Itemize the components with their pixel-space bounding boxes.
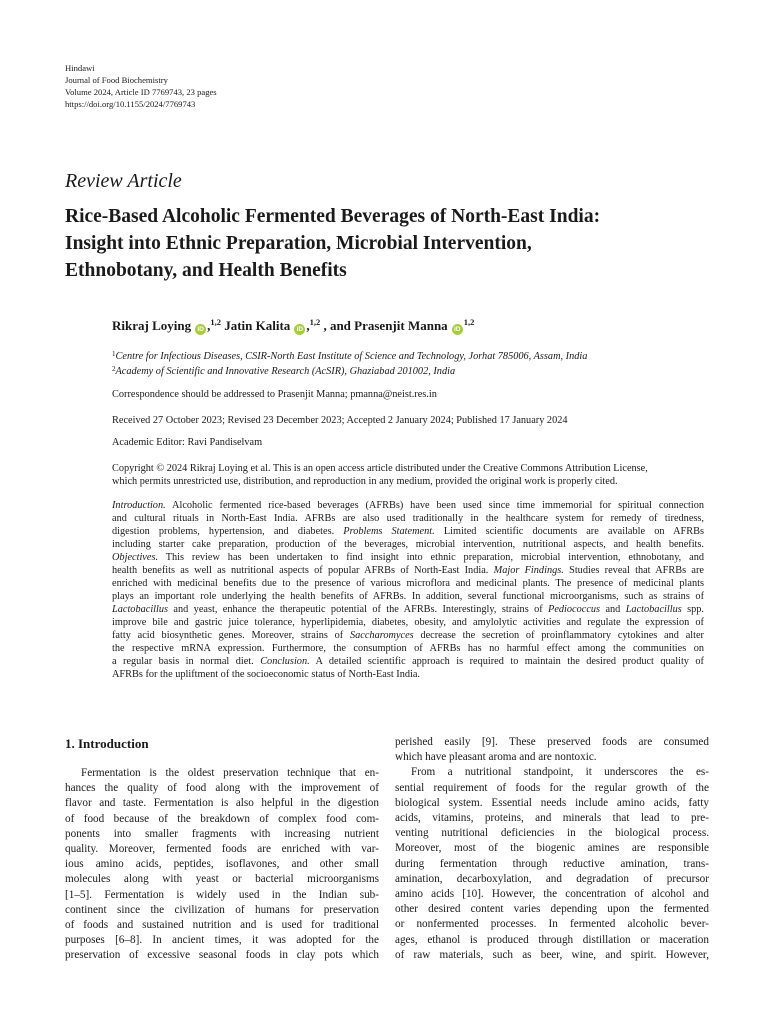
abstract-label: Problems Statement.	[343, 526, 435, 537]
orcid-icon[interactable]: iD	[294, 324, 305, 335]
author-name[interactable]: Prasenjit Manna	[354, 318, 448, 333]
abstract-line: and cultural rituals in North-East India. AFRBs are also used traditionally in the healthcare system for remedy of tiredness,	[112, 513, 704, 524]
abstract	[112, 499, 704, 681]
abstract-text: and yeast, enhance the therapeutic potential of the AFRBs. Interestingly, strains of	[168, 604, 549, 615]
body-line: Fermentation is the oldest preservation technique that en-	[81, 767, 379, 779]
body-line: flavor and taste. Fermentation is also helpful in the digestion	[65, 797, 379, 810]
orcid-icon[interactable]: iD	[452, 324, 463, 335]
abstract-text: Alcoholic fermented rice-based beverages (AFRBs) have been used since time immemorial for spiritual connection	[165, 500, 704, 511]
body-line: ious amino acids, peptides, isoflavones, and other small	[65, 858, 379, 871]
publication-dates: Received 27 October 2023; Revised 23 December 2023; Accepted 2 January 2024; Published 17 January 2024	[112, 415, 568, 426]
abstract-line: the respective mRNA expression. Furthermore, the consumption of AFRBs has no harmful effect among the communities on	[112, 643, 704, 654]
abstract-line: including starter cake preparation, production of the beverages, microbial intervention, nutritional aspects, and health benefits.	[112, 539, 704, 550]
body-column-left	[65, 766, 379, 964]
body-line: amino acids [10]. However, the concentration of alcohol and	[395, 888, 709, 901]
abstract-line	[112, 499, 704, 512]
affiliation-text: Academy of Scientific and Innovative Research (AcSIR), Ghaziabad 201002, India	[115, 366, 456, 377]
body-line: other desired content varies depending upon the fermented	[395, 903, 709, 916]
author-affiliation-marker: 1,2	[210, 317, 221, 327]
journal-name: Journal of Food Biochemistry	[65, 75, 168, 85]
abstract-line	[112, 551, 704, 564]
body-line: ponents into smaller fragments with increasing nutrient	[65, 827, 379, 840]
abstract-text: decrease the secretion of proinflammatory cytokines and alter	[413, 630, 704, 641]
volume-line: Volume 2024, Article ID 7769743, 23 pages	[65, 87, 217, 97]
title-line: Rice-Based Alcoholic Fermented Beverages of North-East India:	[65, 206, 601, 227]
abstract-label: Introduction.	[112, 500, 166, 511]
abstract-line	[112, 525, 704, 538]
abstract-text: A detailed scientific approach is required to maintain the desired product quality of	[309, 656, 704, 667]
body-line: of food because of the breakdown of complex food com-	[65, 812, 379, 825]
body-line: ages, ethanol is produced through distillation or maceration	[395, 933, 709, 946]
abstract-label: Conclusion.	[260, 656, 310, 667]
body-line: quality. Moreover, fermented foods are enriched with var-	[65, 843, 379, 856]
species-name: Saccharomyces	[350, 630, 414, 641]
abstract-label: Major Findings.	[493, 565, 564, 576]
body-line: which have pleasant aroma and are nontoxic.	[395, 751, 597, 764]
affiliation-marker: 2	[112, 365, 116, 373]
publisher-name: Hindawi	[65, 63, 95, 73]
abstract-label: Objectives.	[112, 552, 159, 563]
abstract-line: enriched with medicinal benefits due to the presence of various microflora and medicinal plants. The presence of medicinal plants	[112, 578, 704, 589]
copyright-line: which permits unrestricted use, distribution, and reproduction in any medium, provided the original work is properly cited.	[112, 476, 618, 487]
abstract-line	[112, 629, 704, 642]
body-line: amination, decarboxylation, and degradation of precursor	[395, 872, 709, 885]
copyright-line: Copyright © 2024 Rikraj Loying et al. This is an open access article distributed under the Creative Commons Attribution License,	[112, 463, 648, 474]
abstract-text: digestion problems, hypertension, and diabetes.	[112, 526, 344, 537]
body-line: preservation of excessive seasonal foods in clay pots which	[65, 949, 379, 962]
body-line: acids, vitamins, proteins, and minerals that lead to pre-	[395, 812, 709, 825]
body-line: hances the quality of food along with the improvement of	[65, 782, 379, 795]
abstract-line: AFRBs for the upliftment of the socioeconomic status of North-East India.	[112, 669, 420, 680]
species-name: Lactobacillus	[112, 604, 169, 615]
abstract-text: a regular basis in normal diet.	[112, 656, 261, 667]
article-type: Review Article	[65, 170, 182, 192]
body-line: molecules along with yeast or bacterial microorganisms	[65, 873, 379, 886]
title-line: Insight into Ethnic Preparation, Microbial Intervention,	[65, 233, 532, 254]
body-line: during fermentation through reductive amination, trans-	[395, 857, 709, 870]
abstract-text: and	[600, 604, 626, 615]
affiliation-text: Centre for Infectious Diseases, CSIR-North East Institute of Science and Technology, Jorhat 785006, Assam, India	[115, 351, 588, 362]
abstract-text: spp.	[681, 604, 704, 615]
body-line: continent since the civilization of humans for preservation	[65, 903, 379, 916]
affiliation	[112, 363, 704, 378]
author-list	[112, 317, 474, 335]
abstract-line: plays an important role underlying the health benefits of AFRBs. In addition, several functional microorganisms, such as strains of	[112, 591, 704, 602]
correspondence: Correspondence should be addressed to Prasenjit Manna; pmanna@neist.res.in	[112, 389, 437, 400]
body-line: venting nutritional deficiencies in the biological process.	[395, 827, 709, 840]
author-separator: ,	[306, 318, 310, 333]
body-column-right	[395, 735, 709, 963]
doi-link[interactable]: https://doi.org/10.1155/2024/7769743	[65, 99, 196, 109]
body-line: Moreover, most of the biogenic amines are responsible	[395, 842, 709, 855]
abstract-text: This review has been undertaken to find insight into ethnic preparation, microbial intervention, ethnobotany, and	[158, 552, 704, 563]
body-line: or nonfermented processes. In fermented alcoholic bever-	[395, 918, 709, 931]
orcid-icon[interactable]: iD	[195, 324, 206, 335]
copyright-notice	[112, 462, 704, 488]
section-heading: 1. Introduction	[65, 736, 149, 751]
abstract-text: Studies reveal that AFRBs are	[563, 565, 704, 576]
abstract-text: fatty acid biosynthetic genes. Moreover, strains of	[112, 630, 350, 641]
author-separator: ,	[207, 318, 211, 333]
abstract-text: health benefits as well as nutritional aspects of popular AFRBs of North-East India.	[112, 565, 494, 576]
body-line: From a nutritional standpoint, it underscores the es-	[411, 766, 709, 779]
species-name: Lactobacillus	[625, 604, 682, 615]
body-line: [1–5]. Fermentation is widely used in the Indian sub-	[65, 888, 379, 901]
abstract-line: improve bile and gastric juice tolerance, hyperlipidemia, diabetes, obesity, and amylolytic activities and regulate the expression of	[112, 617, 704, 628]
abstract-text: Limited scientific documents are available on AFRBs	[434, 526, 704, 537]
species-name: Pediococcus	[548, 604, 601, 615]
affiliations	[112, 348, 704, 378]
abstract-line	[112, 603, 704, 616]
body-line: of foods and sustained nutrition and is used for traditional	[65, 919, 379, 932]
author-name[interactable]: Rikraj Loying	[112, 318, 192, 333]
title-line: Ethnobotany, and Health Benefits	[65, 260, 347, 281]
article-title	[65, 203, 715, 284]
body-line: biological system. Essential needs include amino acids, fatty	[395, 796, 709, 809]
abstract-line	[112, 564, 704, 577]
body-line: purposes [6–8]. In ancient times, it was adopted for the	[65, 934, 379, 947]
academic-editor: Academic Editor: Ravi Pandiselvam	[112, 437, 263, 448]
body-line: sential requirement of foods for the regular growth of the	[395, 781, 709, 794]
abstract-line	[112, 655, 704, 668]
journal-header	[65, 62, 217, 110]
author-affiliation-marker: 1,2	[309, 317, 321, 327]
affiliation-marker: 1	[112, 350, 116, 358]
body-line: of raw materials, such as beer, wine, and spirit. However,	[395, 948, 709, 961]
body-line: perished easily [9]. These preserved foods are consumed	[395, 736, 709, 748]
affiliation	[112, 348, 704, 363]
author-affiliation-marker: 1,2	[463, 317, 475, 327]
author-name[interactable]: Jatin Kalita	[224, 318, 291, 333]
author-separator: , and	[323, 318, 351, 333]
